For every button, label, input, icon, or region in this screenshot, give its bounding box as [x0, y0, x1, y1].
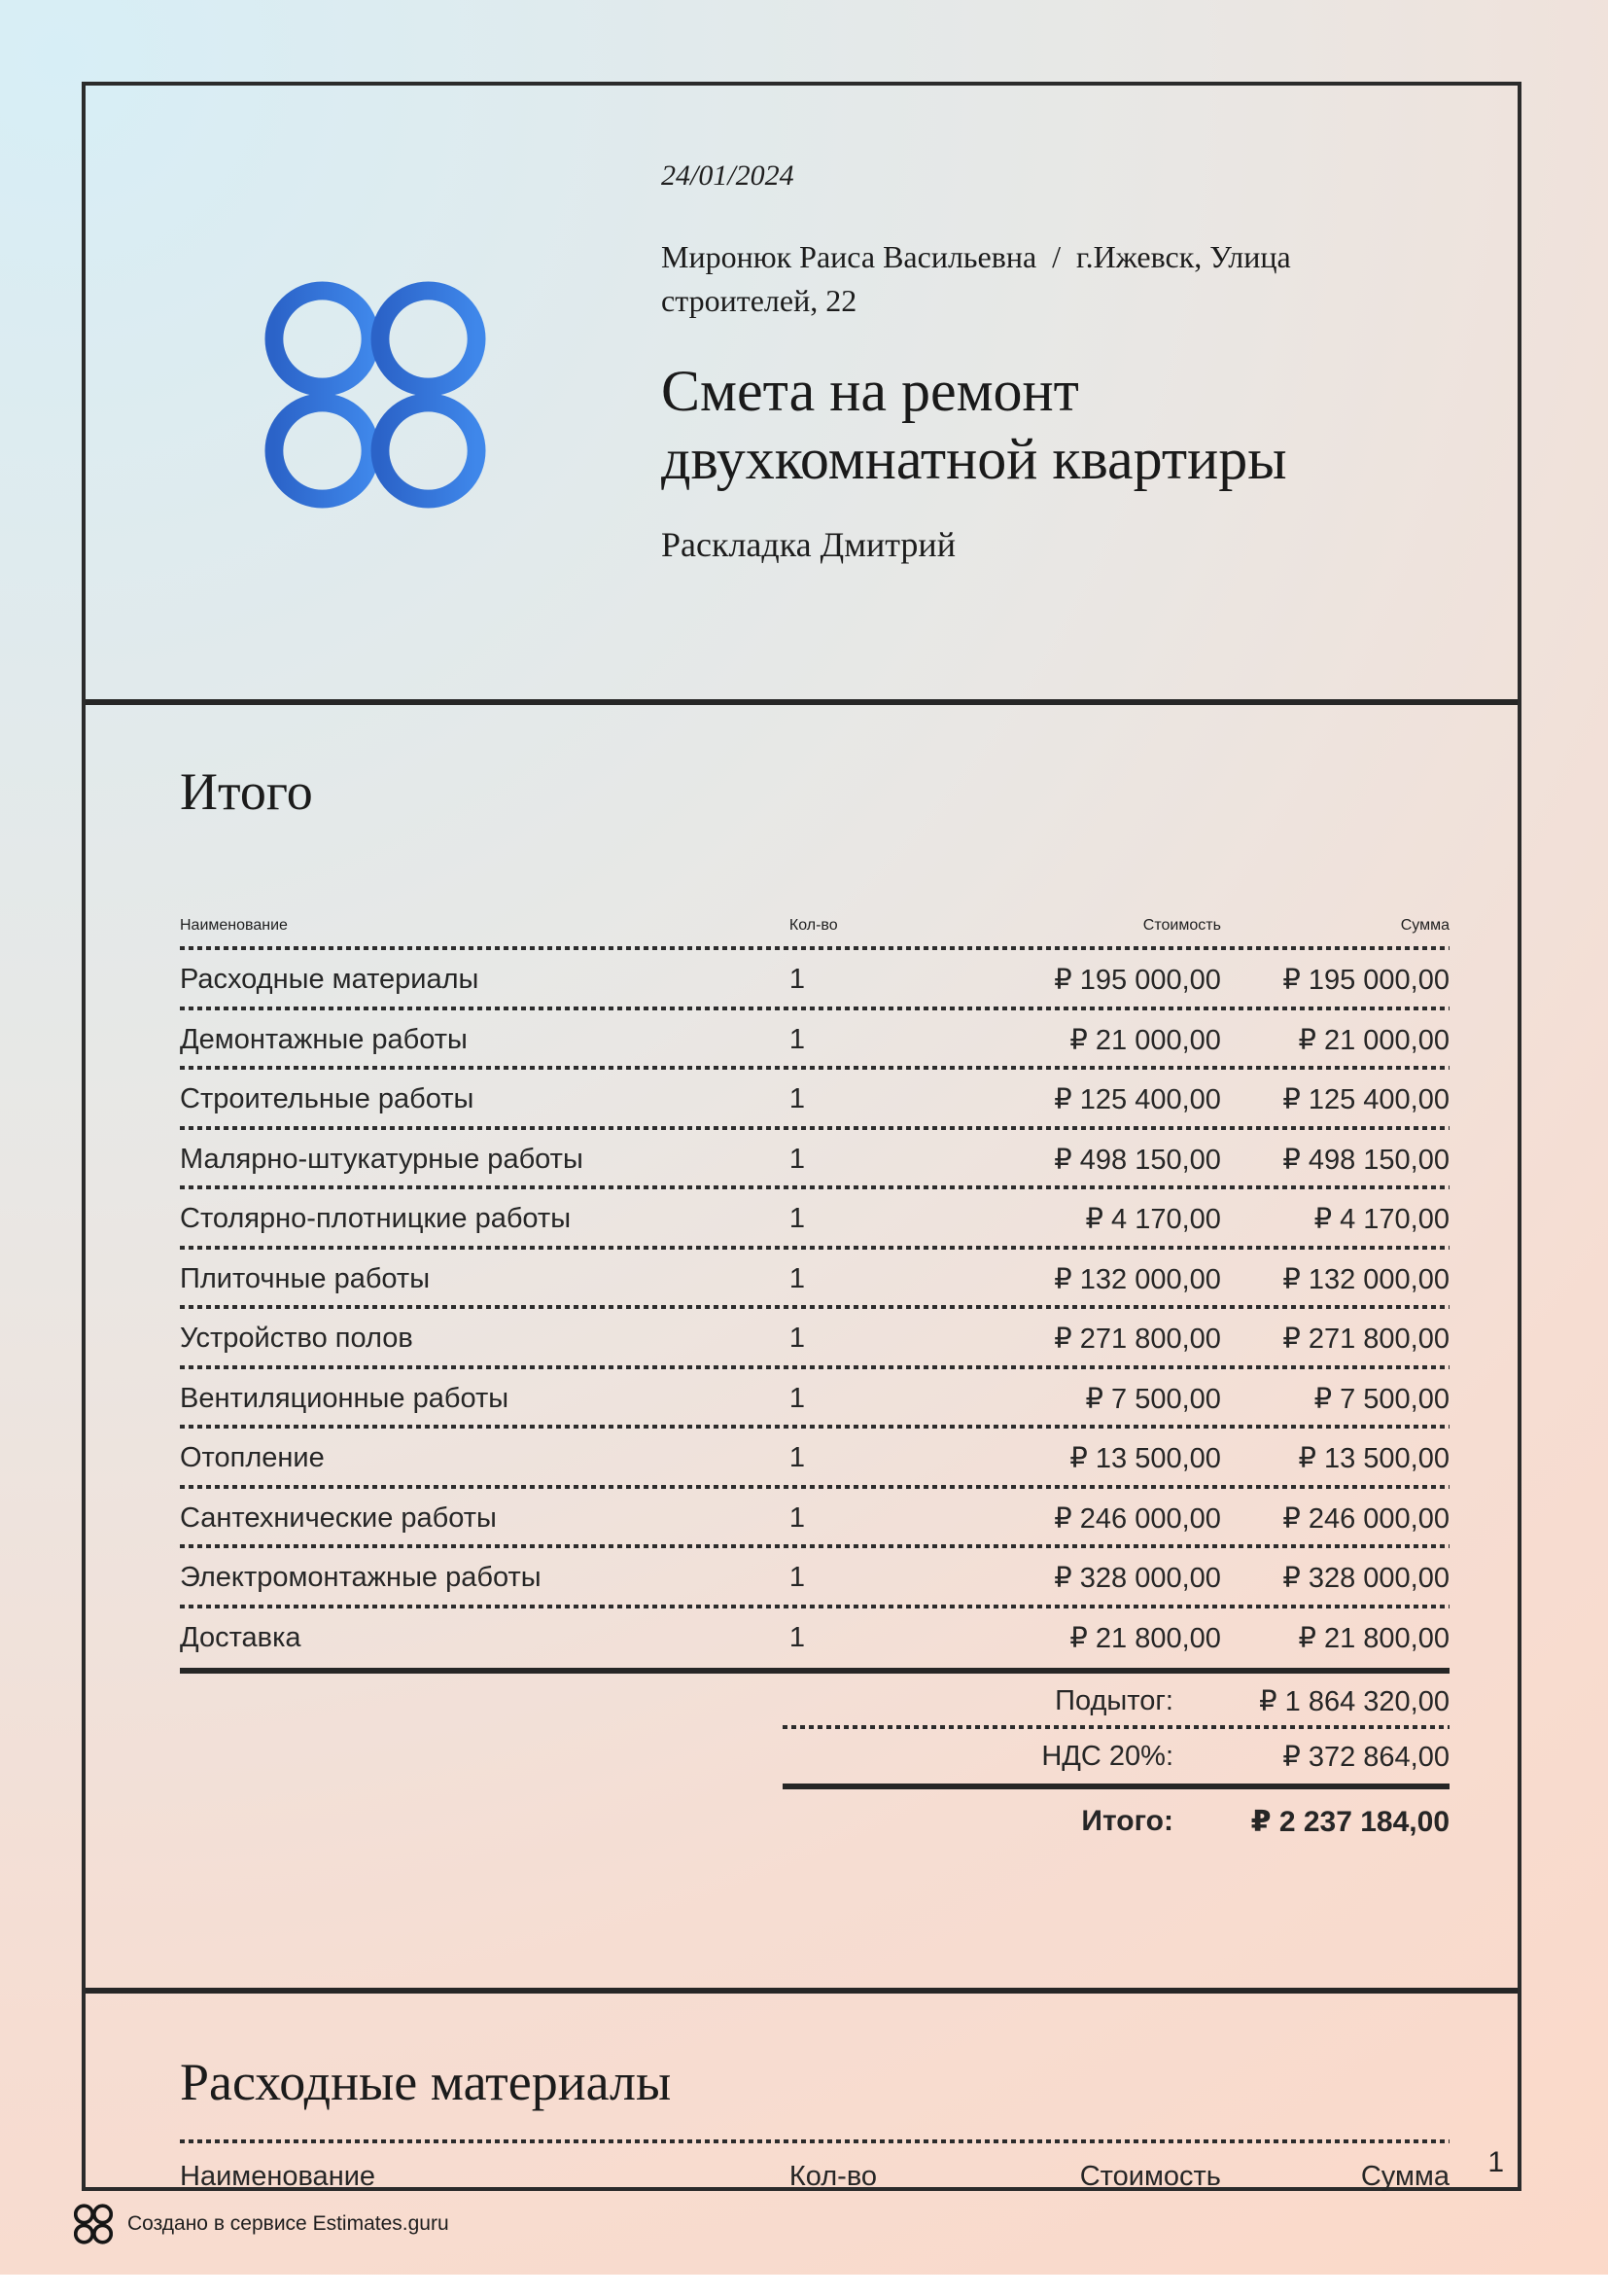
row-sum: ₽ 125 400,00 [1282, 1084, 1450, 1116]
document-header [86, 86, 1518, 705]
row-name: Отопление [180, 1442, 325, 1474]
row-cost: ₽ 125 400,00 [1054, 1084, 1221, 1116]
client-name-address: Миронюк Раиса Васильевна / г.Ижевск, Улица строителей, 22 [661, 239, 1299, 319]
row-qty: 1 [788, 1442, 806, 1474]
row-name: Столярно-плотницкие работы [180, 1203, 572, 1235]
column-header-cost: Стоимость [1142, 917, 1221, 934]
column-header-name: Наименование [180, 917, 288, 934]
row-sum: ₽ 132 000,00 [1282, 1263, 1450, 1295]
row-cost: ₽ 195 000,00 [1054, 965, 1221, 997]
row-cost: ₽ 498 150,00 [1054, 1144, 1221, 1176]
row-cost: ₽ 13 500,00 [1069, 1443, 1221, 1475]
row-name: Малярно-штукатурные работы [180, 1143, 583, 1175]
column-header-qty: Кол-во [788, 2160, 878, 2192]
document-frame [82, 82, 1521, 2191]
materials-section [86, 2050, 1518, 2296]
footer-credit-text: Создано в сервисе Estimates.guru [127, 2212, 449, 2235]
table-row [180, 1130, 1450, 1190]
subtotal-row [783, 1674, 1450, 1729]
row-sum: ₽ 21 800,00 [1298, 1622, 1450, 1654]
materials-table-header [180, 2155, 1450, 2198]
summary-table-body [180, 950, 1450, 1668]
page-number: 1 [1487, 2146, 1504, 2178]
vat-label: НДС 20%: [1041, 1740, 1173, 1772]
row-name: Сантехнические работы [180, 1501, 497, 1534]
row-cost: ₽ 271 800,00 [1054, 1324, 1221, 1356]
footer [74, 2204, 449, 2244]
row-sum: ₽ 246 000,00 [1282, 1502, 1450, 1535]
vat-row [783, 1729, 1450, 1789]
table-row [180, 1189, 1450, 1250]
estimate-date: 24/01/2024 [661, 159, 794, 192]
row-qty: 1 [788, 964, 806, 996]
estimate-author: Раскладка Дмитрий [661, 525, 956, 565]
row-qty: 1 [788, 1621, 806, 1653]
row-cost: ₽ 7 500,00 [1085, 1383, 1221, 1415]
summary-table-header [180, 859, 1450, 950]
table-row [180, 1250, 1450, 1310]
column-header-sum: Сумма [1400, 917, 1450, 934]
row-sum: ₽ 21 000,00 [1298, 1024, 1450, 1056]
subtotal-value: ₽ 1 864 320,00 [1259, 1686, 1450, 1717]
row-sum: ₽ 4 170,00 [1313, 1204, 1450, 1236]
estimates-guru-logo-icon [264, 278, 486, 512]
row-sum: ₽ 498 150,00 [1282, 1144, 1450, 1176]
summary-heading: Итого [180, 762, 313, 821]
row-cost: ₽ 246 000,00 [1054, 1502, 1221, 1535]
table-row [180, 1548, 1450, 1608]
row-qty: 1 [788, 1262, 806, 1294]
summary-section [86, 759, 1518, 1994]
vat-value: ₽ 372 864,00 [1282, 1741, 1450, 1773]
row-qty: 1 [788, 1562, 806, 1594]
row-cost: ₽ 4 170,00 [1085, 1204, 1221, 1236]
row-qty: 1 [788, 1501, 806, 1534]
row-cost: ₽ 21 800,00 [1069, 1622, 1221, 1654]
row-qty: 1 [788, 1323, 806, 1355]
row-cost: ₽ 328 000,00 [1054, 1563, 1221, 1595]
table-row [180, 1369, 1450, 1430]
grand-total-label: Итого: [1081, 1805, 1173, 1837]
materials-heading: Расходные материалы [180, 2053, 672, 2111]
row-sum: ₽ 13 500,00 [1298, 1443, 1450, 1475]
column-header-qty: Кол-во [788, 917, 838, 934]
row-name: Плиточные работы [180, 1262, 431, 1294]
table-row [180, 1309, 1450, 1369]
row-qty: 1 [788, 1203, 806, 1235]
estimates-guru-footer-logo-icon [74, 2204, 113, 2244]
grand-total-row [783, 1789, 1450, 1854]
row-name: Доставка [180, 1621, 301, 1653]
row-name: Устройство полов [180, 1323, 413, 1355]
row-name: Расходные материалы [180, 964, 479, 996]
row-name: Демонтажные работы [180, 1023, 468, 1055]
estimate-title: Смета на ремонт двухкомнатной квартиры [661, 358, 1287, 492]
row-name: Электромонтажные работы [180, 1562, 542, 1594]
row-sum: ₽ 7 500,00 [1313, 1383, 1450, 1415]
column-header-sum: Сумма [1360, 2160, 1450, 2192]
row-sum: ₽ 328 000,00 [1282, 1563, 1450, 1595]
row-qty: 1 [788, 1382, 806, 1414]
materials-dotted-rule [180, 2139, 1450, 2143]
grand-total-value: ₽ 2 237 184,00 [1250, 1805, 1450, 1838]
header-text-block [661, 159, 1449, 565]
column-header-name: Наименование [180, 2160, 376, 2192]
row-cost: ₽ 132 000,00 [1054, 1263, 1221, 1295]
table-row [180, 950, 1450, 1010]
totals-block [783, 1674, 1450, 1854]
row-qty: 1 [788, 1023, 806, 1055]
table-row [180, 1489, 1450, 1549]
row-name: Строительные работы [180, 1083, 474, 1115]
row-cost: ₽ 21 000,00 [1069, 1024, 1221, 1056]
table-row [180, 1429, 1450, 1489]
table-row [180, 1070, 1450, 1130]
subtotal-label: Подытог: [1055, 1685, 1173, 1716]
row-sum: ₽ 195 000,00 [1282, 965, 1450, 997]
row-sum: ₽ 271 800,00 [1282, 1324, 1450, 1356]
row-qty: 1 [788, 1143, 806, 1175]
row-qty: 1 [788, 1083, 806, 1115]
table-row [180, 1010, 1450, 1071]
column-header-cost: Стоимость [1079, 2160, 1221, 2192]
table-row [180, 1608, 1450, 1669]
row-name: Вентиляционные работы [180, 1382, 509, 1414]
